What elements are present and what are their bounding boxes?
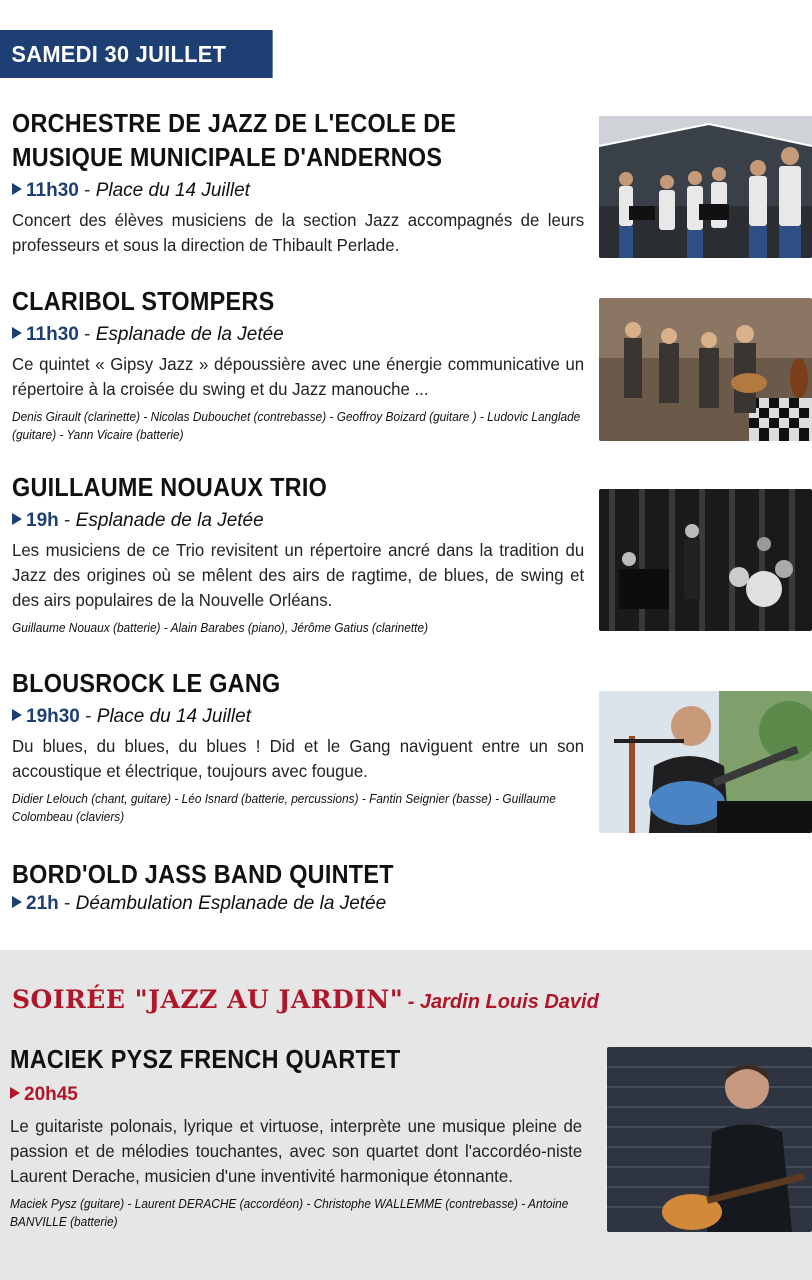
play-arrow-icon: [10, 1087, 20, 1099]
event-time-line: 21h - Déambulation Esplanade de la Jetée: [12, 891, 584, 917]
event-time-line: 19h - Esplanade de la Jetée: [12, 508, 584, 534]
event-time-line: [10, 1082, 582, 1108]
event-description: Ce quintet « Gipsy Jazz » dépoussière avec une énergie communicative un répertoire à la croisée du swing et du Jazz manouche ...: [12, 354, 585, 399]
date-text: SAMEDI 30 JUILLET: [11, 41, 227, 67]
event-bordold: [12, 857, 584, 917]
play-arrow-icon: [12, 513, 22, 525]
play-arrow-icon: [12, 183, 22, 195]
event-title-line2: MUSIQUE MUNICIPALE D'ANDERNOS: [12, 142, 443, 172]
guitarist-photo: [599, 691, 812, 833]
trio-photo: [599, 489, 812, 631]
orchestra-photo: [599, 116, 812, 258]
event-musicians: Guillaume Nouaux (batterie) - Alain Barabes (piano), Jérôme Gatius (clarinette): [12, 621, 429, 635]
event-description: Le guitariste polonais, lyrique et virtuose, interprète une musique pleine de passion et de mélodies touchantes, avec son quartet dont l'accordéo-niste Laurent Derache, musicien d'une inventivité harmonique étonnante.: [10, 1116, 583, 1186]
event-musicians: Denis Girault (clarinette) - Nicolas Dubouchet (contrebasse) - Geoffroy Boizard (guitare ) - Ludovic Langlade (guitare) - Yann Vicaire (batterie): [12, 410, 581, 442]
event-description: Du blues, du blues, du blues ! Did et le Gang naviguent entre un son accoustique et électrique, toujours avec fougue.: [12, 736, 585, 781]
event-time: 19h30: [26, 706, 80, 727]
soiree-title: SOIRÉE "JAZZ AU JARDIN": [12, 985, 404, 1014]
event-title: GUILLAUME NOUAUX TRIO: [12, 472, 328, 502]
date-banner: [0, 30, 273, 78]
event-time-line: 11h30 - Place du 14 Juillet: [12, 178, 584, 204]
event-title: [12, 106, 527, 174]
event-musicians: Maciek Pysz (guitare) - Laurent DERACHE (accordéon) - Christophe WALLEMME (contrebasse) - Antoine BANVILLE (batterie): [10, 1197, 569, 1229]
event-title: MACIEK PYSZ FRENCH QUARTET: [10, 1044, 401, 1074]
event-time: 11h30: [26, 180, 79, 201]
event-musicians: Didier Lelouch (chant, guitare) - Léo Isnard (batterie, percussions) - Fantin Seignier (basse) - Guillaume Colombeau (claviers): [12, 792, 556, 824]
event-blousrock: [12, 666, 584, 826]
event-maciek-pysz: [10, 1042, 582, 1231]
event-time: 11h30: [26, 324, 79, 345]
event-place: Déambulation Esplanade de la Jetée: [75, 893, 387, 914]
event-time: 19h: [26, 510, 59, 531]
event-place: Place du 14 Juillet: [95, 180, 250, 201]
play-arrow-icon: [12, 327, 22, 339]
event-description: Les musiciens de ce Trio revisitent un répertoire ancré dans la tradition du Jazz des origines où se mêlent des airs de ragtime, de blues, de swing et des airs populaires de la Nouvelle Orléans.: [12, 540, 585, 610]
event-nouaux: [12, 470, 584, 637]
event-place: Esplanade de la Jetée: [75, 510, 264, 531]
event-time-line: 19h30 - Place du 14 Juillet: [12, 704, 584, 730]
event-time: 20h45: [24, 1084, 78, 1105]
soiree-heading: [12, 985, 599, 1014]
event-title-line1: ORCHESTRE DE JAZZ DE L'ECOLE DE: [12, 108, 457, 138]
event-description: Concert des élèves musiciens de la section Jazz accompagnés de leurs professeurs et sous la direction de Thibault Perlade.: [12, 210, 585, 255]
event-claribol: [12, 284, 584, 444]
portrait-photo: [607, 1047, 812, 1232]
event-title: BORD'OLD JASS BAND QUINTET: [12, 859, 394, 889]
event-title: CLARIBOL STOMPERS: [12, 286, 275, 316]
event-title: BLOUSROCK LE GANG: [12, 668, 281, 698]
event-place: Esplanade de la Jetée: [95, 324, 284, 345]
event-orchestre: [12, 106, 584, 258]
band-photo: [599, 298, 812, 441]
soiree-venue: - Jardin Louis David: [407, 991, 599, 1013]
event-place: Place du 14 Juillet: [96, 706, 251, 727]
play-arrow-icon: [12, 709, 22, 721]
event-time-line: 11h30 - Esplanade de la Jetée: [12, 322, 584, 348]
event-time: 21h: [26, 893, 59, 914]
play-arrow-icon: [12, 896, 22, 908]
